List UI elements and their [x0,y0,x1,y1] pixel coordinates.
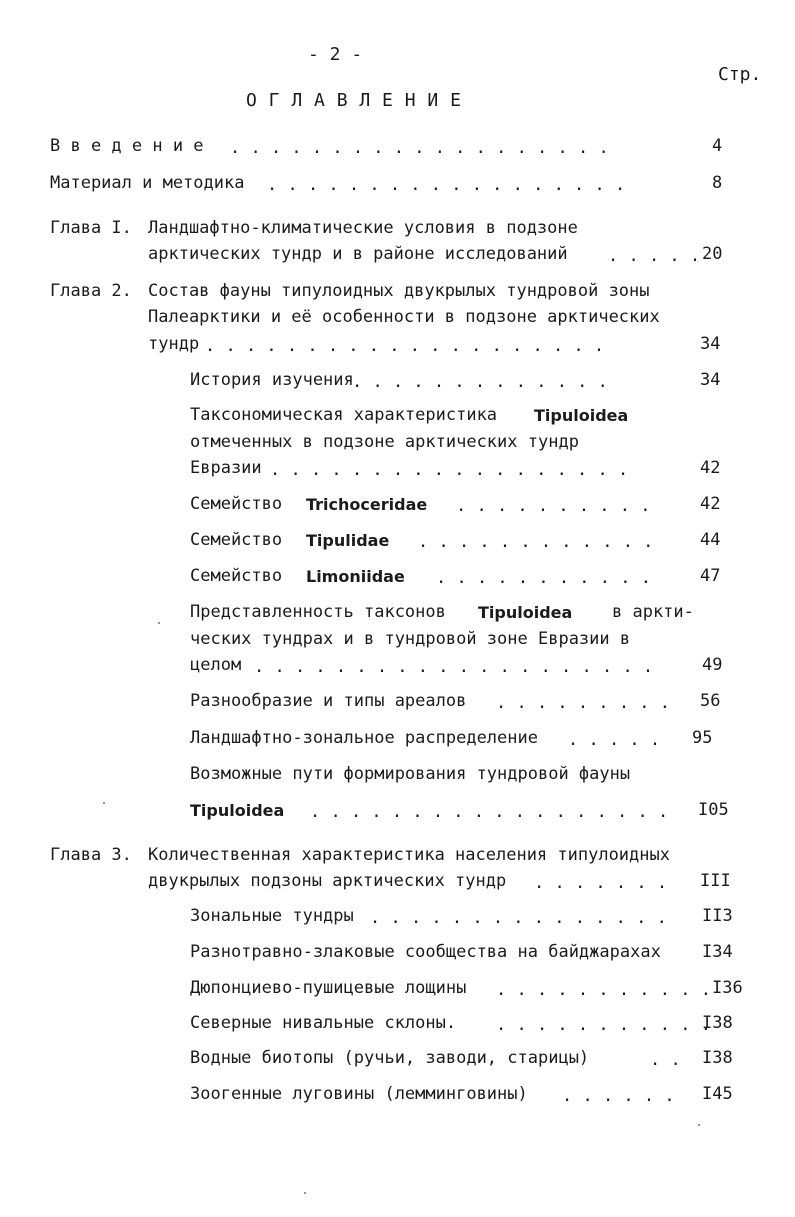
toc-page: I45 [702,1084,733,1104]
page-number: - 2 - [308,44,363,65]
toc-label: Разнообразие и типы ареалов [190,691,467,711]
toc-page: III [700,871,731,891]
toc-label: арктических тундр и в районе исследований [148,244,568,264]
chapter-prefix: Глава 2. [50,281,132,301]
toc-label: Семейство [190,494,283,514]
toc-page: 42 [700,458,721,478]
toc-label: ческих тундрах и в тундровой зоне Евразии в [190,629,631,649]
toc-label: Зоогенные луговины (лемминговины) [190,1084,528,1104]
toc-leader-dots: . . . . . . . . . . . [496,980,711,1000]
toc-label: Представленность таксонов [190,602,446,622]
toc-leader-dots: . . . . . [568,730,661,750]
toc-leader-dots: . . . . . [608,246,701,266]
toc-page: I36 [712,978,743,998]
toc-label: Возможные пути формирования тундровой фауны [190,764,631,784]
toc-leader-dots: . . . . . . . . . . . . . . . . . . [310,802,669,822]
toc-label: Дюпонциево-пушицевые лощины [190,978,467,998]
toc-label: Водные биотопы (ручьи, заводи, старицы) [190,1048,590,1068]
toc-label: в аркти- [612,602,694,622]
toc-leader-dots: . . . . . . . . . . . . . . . . . . . [230,138,609,158]
toc-page: 95 [692,728,713,748]
page-column-label: Стр. [718,64,762,85]
toc-leader-dots: . . . . . . . . . . . . [418,532,654,552]
toc-leader-dots: . . . . . . . . . . . [436,568,651,588]
toc-leader-dots: . . . . . . . . . . . . . . . . . . . . [254,657,654,677]
toc-page: 47 [700,566,721,586]
toc-page: I38 [702,1048,733,1068]
toc-page: 8 [712,173,723,193]
toc-page: I38 [702,1013,733,1033]
toc-leader-dots: . . . . . . . . . . . . . . . . . . . . [205,336,605,356]
toc-leader-dots: . . . . . . . . . . . . . [352,372,608,392]
toc-label: В в е д е н и е [50,136,204,156]
toc-page: I05 [698,800,729,820]
toc-label: Количественная характеристика населения типулоидных [148,845,670,865]
toc-leader-dots: . . . . . . . [534,873,668,893]
toc-leader-dots: . . . . . . . . . . . . . . . [370,908,667,928]
toc-label: тундр [148,334,200,354]
toc-page: 44 [700,530,721,550]
toc-page: 20 [702,244,723,264]
toc-page: 42 [700,494,721,514]
taxon-name: Trichoceridae [306,495,428,514]
toc-label: двукрылых подзоны арктических тундр [148,871,507,891]
toc-label: История изучения [190,370,354,390]
toc-label: Семейство [190,566,283,586]
toc-page: 4 [712,136,723,156]
toc-leader-dots: . . . . . . . . . . . . . . . . . . [270,460,629,480]
taxon-name: Tipuloidea [190,801,285,820]
taxon-name: Tipulidae [306,531,390,550]
toc-leader-dots: . . [650,1050,681,1070]
toc-page: I34 [702,942,733,962]
toc-leader-dots: . . . . . . . . . [496,693,670,713]
toc-leader-dots: . . . . . . . . . . [456,496,651,516]
toc-leader-dots: . . . . . . . . . . . . . . . . . . [267,175,626,195]
chapter-prefix: Глава 3. [50,845,132,865]
toc-label: Ландшафтно-зональное распределение [190,728,538,748]
page-title: О Г Л А В Л Е Н И Е [246,90,462,111]
toc-label: Евразии [190,458,262,478]
taxon-name: Tipuloidea [534,406,629,425]
toc-label: Разнотравно-злаковые сообщества на байджарахах [190,942,661,962]
toc-label: Материал и методика [50,173,245,193]
toc-page: 34 [700,370,721,390]
toc-label: Ландшафтно-климатические условия в подзоне [148,218,578,238]
taxon-name: Tipuloidea [478,603,573,622]
toc-label: Палеарктики и её особенности в подзоне арктических [148,307,660,327]
chapter-prefix: Глава I. [50,218,132,238]
scan-speck [698,1124,700,1126]
toc-label: Таксономическая характеристика [190,405,498,425]
toc-label: отмеченных в подзоне арктических тундр [190,432,579,452]
toc-leader-dots: . . . . . . [562,1086,675,1106]
toc-page: 56 [700,691,721,711]
scan-speck [103,802,105,804]
toc-page: II3 [702,906,733,926]
toc-page: 49 [702,655,723,675]
toc-label: Северные нивальные склоны. [190,1013,457,1033]
scan-speck [304,1192,306,1194]
scan-speck [158,622,160,624]
toc-label: целом [190,655,242,675]
toc-label: Зональные тундры [190,906,354,926]
toc-label: Состав фауны типулоидных двукрылых тундровой зоны [148,281,650,301]
toc-page: 34 [700,334,721,354]
toc-leader-dots: . . . . . . . . . . . [496,1015,711,1035]
toc-label: Семейство [190,530,283,550]
taxon-name: Limoniidae [306,567,405,586]
